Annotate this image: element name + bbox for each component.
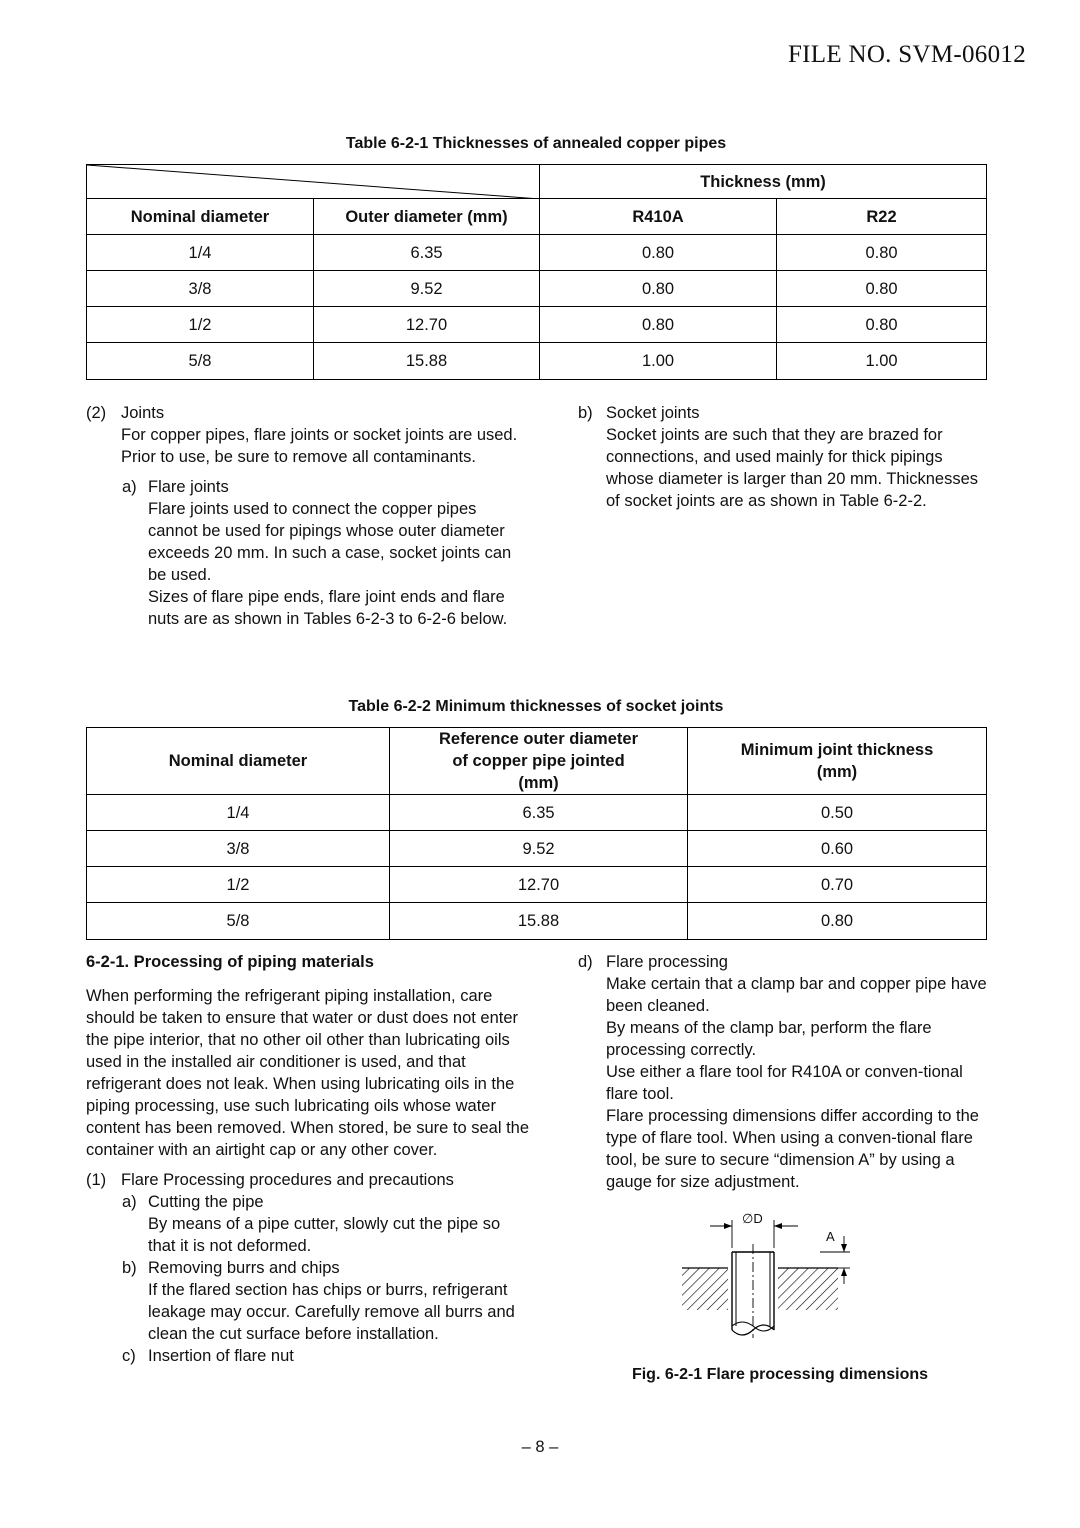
table1-caption: Table 6-2-1 Thicknesses of annealed copper pipes <box>345 135 727 152</box>
cell: 5/8 <box>87 903 390 940</box>
cell: 6.35 <box>314 235 540 271</box>
item-label: b) <box>578 404 593 422</box>
cell: 0.80 <box>540 307 777 343</box>
diagonal-corner-cell <box>87 165 540 199</box>
processing-section <box>86 951 531 1367</box>
cell: 6.35 <box>390 795 688 831</box>
cell: 1/4 <box>87 235 314 271</box>
cell: 1.00 <box>540 343 777 380</box>
socket-joints-body: Socket joints are such that they are brazed for connections, and used mainly for thick pipings whose diameter is larger than 20 mm. Thicknesses of socket joints are as shown in Table 6-2-2. <box>606 426 979 510</box>
item-label: d) <box>578 953 593 971</box>
cell: 3/8 <box>87 271 314 307</box>
dimension-a-label: A <box>826 1229 835 1244</box>
item-label: a) <box>122 478 137 496</box>
cell: 1.00 <box>777 343 987 380</box>
page-number: – 8 – <box>521 1438 559 1456</box>
figure-caption: Fig. 6-2-1 Flare processing dimensions <box>631 1366 929 1383</box>
table-copper-pipe-thickness <box>86 164 987 380</box>
cell: 12.70 <box>390 867 688 903</box>
table-row <box>87 867 987 903</box>
diagonal-line <box>87 165 540 199</box>
cell: 5/8 <box>87 343 314 380</box>
table-socket-joint-thickness <box>86 727 987 940</box>
cell: 1/2 <box>87 867 390 903</box>
section-heading: 6-2-1. Processing of piping materials <box>86 953 374 971</box>
item-number: (2) <box>86 404 107 422</box>
cell: 0.70 <box>688 867 987 903</box>
flare-processing-title: Flare processing <box>606 953 728 971</box>
item-label: a) <box>122 1193 137 1211</box>
flare-joints-title: Flare joints <box>148 478 229 496</box>
diameter-label: ∅D <box>742 1211 763 1226</box>
col-header: Nominal diameter <box>87 199 314 235</box>
flare-nut-title: Insertion of flare nut <box>148 1347 294 1365</box>
flare-processing-body-2: By means of the clamp bar, perform the flare processing correctly. <box>606 1019 932 1059</box>
cell: 0.80 <box>777 235 987 271</box>
flare-processing-body-4: Flare processing dimensions differ according to the type of flare tool. When using a conven-tional flare tool, be sure to secure “dimension A” by using a gauge for size adjustment. <box>606 1107 979 1191</box>
table-row <box>87 271 987 307</box>
col-header: Outer diameter (mm) <box>314 199 540 235</box>
cell: 0.60 <box>688 831 987 867</box>
processing-intro: When performing the refrigerant piping installation, care should be taken to ensure that water or dust does not enter the pipe interior, that no other oil other than lubricating oils used in the installed air conditioner is used, and that refrigerant does not leak. When using lubricating oils in the piping processing, use such lubricating oils whose water content has been removed. When stored, be sure to seal the container with an airtight cap or any other cover. <box>86 987 530 1159</box>
col-header: Nominal diameter <box>87 728 390 795</box>
flare-processing-section <box>578 951 1016 1193</box>
cell: 0.80 <box>540 271 777 307</box>
cutting-body: By means of a pipe cutter, slowly cut the pipe so that it is not deformed. <box>148 1215 501 1255</box>
flare-joints-body-2: Sizes of flare pipe ends, flare joint ends and flare nuts are as shown in Tables 6-2-3 to 6-2-6 below. <box>148 588 508 628</box>
table-row <box>87 235 987 271</box>
item-label: c) <box>122 1347 136 1365</box>
joints-title: Joints <box>121 404 165 422</box>
flare-diagram <box>670 1208 870 1348</box>
socket-joints-title: Socket joints <box>606 404 700 422</box>
item-label: b) <box>122 1259 137 1277</box>
burrs-body: If the flared section has chips or burrs, refrigerant leakage may occur. Carefully remove all burrs and clean the cut surface before installation. <box>148 1281 515 1343</box>
flare-processing-body-3: Use either a flare tool for R410A or conven-tional flare tool. <box>606 1063 963 1103</box>
table-row <box>87 343 987 380</box>
col-header: R22 <box>777 199 987 235</box>
col-header: Reference outer diameter of copper pipe jointed (mm) <box>390 728 688 795</box>
table-row <box>87 795 987 831</box>
cell: 15.88 <box>314 343 540 380</box>
flare-dimension-figure <box>670 1208 870 1348</box>
cell: 9.52 <box>314 271 540 307</box>
item-number: (1) <box>86 1171 107 1189</box>
socket-joints-section <box>578 402 1016 512</box>
flare-procedures-title: Flare Processing procedures and precautions <box>121 1171 454 1189</box>
cell: 1/2 <box>87 307 314 343</box>
table-row <box>87 903 987 940</box>
cell: 9.52 <box>390 831 688 867</box>
cell: 0.80 <box>777 271 987 307</box>
cell: 0.50 <box>688 795 987 831</box>
cell: 1/4 <box>87 795 390 831</box>
flare-processing-body: Make certain that a clamp bar and copper pipe have been cleaned. <box>606 975 987 1015</box>
col-header: R410A <box>540 199 777 235</box>
burrs-title: Removing burrs and chips <box>148 1259 340 1277</box>
joints-body: For copper pipes, flare joints or socket joints are used. Prior to use, be sure to remove all contaminants. <box>121 426 518 466</box>
cell: 3/8 <box>87 831 390 867</box>
cell: 12.70 <box>314 307 540 343</box>
file-number: FILE NO. SVM-06012 <box>787 41 1026 68</box>
cell: 0.80 <box>777 307 987 343</box>
table2-caption: Table 6-2-2 Minimum thicknesses of socket joints <box>348 698 724 715</box>
col-header: Minimum joint thickness (mm) <box>688 728 987 795</box>
cutting-title: Cutting the pipe <box>148 1193 264 1211</box>
cell: 0.80 <box>688 903 987 940</box>
table-row <box>87 307 987 343</box>
table-row <box>87 831 987 867</box>
joints-section <box>86 402 526 630</box>
cell: 0.80 <box>540 235 777 271</box>
thickness-group-header: Thickness (mm) <box>540 165 987 199</box>
cell: 15.88 <box>390 903 688 940</box>
flare-joints-body: Flare joints used to connect the copper pipes cannot be used for pipings whose outer diameter exceeds 20 mm. In such a case, socket joints can be used. <box>148 500 512 584</box>
